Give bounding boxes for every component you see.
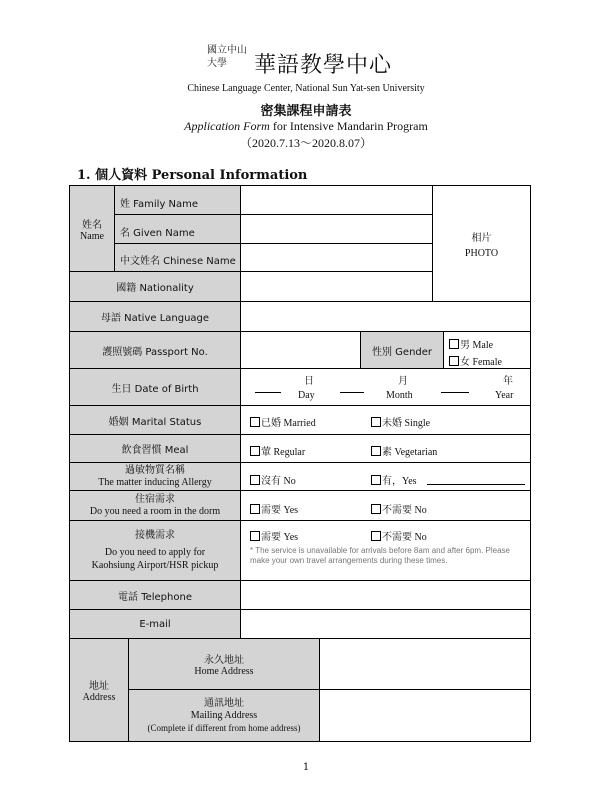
single-label: 未婚 Single: [382, 418, 431, 429]
dob-field[interactable]: [240, 368, 531, 406]
single-checkbox[interactable]: [371, 417, 381, 427]
photo-label-zh: 相片: [471, 232, 492, 244]
allergy-options: [240, 462, 531, 491]
female-checkbox[interactable]: [449, 356, 459, 366]
allergy-yes-option[interactable]: [371, 472, 417, 487]
mailing-address-label: [128, 689, 320, 742]
gender-label: 性別 Gender: [360, 331, 444, 369]
pickup-note: * The service is unavailable for arrivals before 8am and after 6pm. Please make your own travel arrangements during these times.: [250, 546, 510, 565]
telephone-field[interactable]: [240, 580, 531, 610]
chinese-name-label: 中文姓名 Chinese Name: [114, 243, 241, 272]
section-personal-info-title: 1. 個人資料 Personal Information: [77, 168, 308, 183]
home-address-label-en: Home Address: [194, 666, 254, 677]
university-seal-logo: 國立中山大學: [207, 45, 247, 69]
dorm-yes-label: 需要 Yes: [261, 505, 299, 516]
dob-label: 生日 Date of Birth: [69, 368, 241, 406]
allergy-yes-checkbox[interactable]: [371, 475, 381, 485]
gender-options: [443, 331, 531, 369]
pickup-label-zh: 接機需求: [135, 530, 175, 541]
vegetarian-checkbox[interactable]: [371, 446, 381, 456]
regular-checkbox[interactable]: [250, 446, 260, 456]
address-label-en: Address: [82, 692, 116, 703]
allergy-label-en: The matter inducing Allergy: [98, 476, 212, 488]
pickup-no-option[interactable]: [371, 528, 427, 543]
dob-year-blank: [441, 392, 469, 393]
vegetarian-meal-option[interactable]: [371, 443, 437, 458]
pickup-label-en-1: Do you need to apply for: [104, 547, 206, 558]
dob-day-zh: 日: [304, 376, 314, 387]
regular-meal-option[interactable]: [250, 443, 305, 458]
dorm-no-option[interactable]: [371, 501, 427, 516]
pickup-yes-checkbox[interactable]: [250, 531, 260, 541]
married-checkbox[interactable]: [250, 417, 260, 427]
allergy-detail-blank[interactable]: [427, 484, 525, 485]
given-name-label: 名 Given Name: [114, 214, 241, 244]
form-title-en-italic: Application Form: [184, 119, 270, 133]
vegetarian-label: 素 Vegetarian: [382, 447, 438, 458]
pickup-label-en-2: Kaohsiung Airport/HSR pickup: [91, 560, 219, 571]
dob-year-en: Year: [495, 390, 514, 401]
mailing-address-label-zh: 通訊地址: [204, 697, 244, 709]
address-label: [69, 638, 129, 742]
pickup-no-label: 不需要 No: [382, 532, 427, 543]
mailing-address-label-en: Mailing Address: [190, 709, 258, 721]
married-option[interactable]: [250, 414, 316, 429]
dob-month-en: Month: [386, 390, 413, 401]
home-address-field[interactable]: [319, 638, 531, 690]
mailing-address-field[interactable]: [319, 689, 531, 742]
married-label: 已婚 Married: [261, 418, 316, 429]
mailing-address-note: (Complete if different from home address): [147, 722, 301, 733]
nationality-label: 國籍 Nationality: [69, 271, 241, 302]
meal-options: [240, 434, 531, 463]
photo-box[interactable]: [432, 185, 531, 302]
pickup-no-checkbox[interactable]: [371, 531, 381, 541]
regular-label: 葷 Regular: [261, 447, 306, 458]
marital-options: [240, 405, 531, 435]
marital-label: 婚姻 Marital Status: [69, 405, 241, 435]
home-address-label: [128, 638, 320, 690]
dorm-label: [69, 490, 241, 521]
gender-male-option[interactable]: [449, 336, 493, 351]
male-label: 男 Male: [460, 340, 494, 351]
dob-month-blank: [340, 392, 364, 393]
given-name-field[interactable]: [240, 214, 433, 244]
pickup-label: [69, 520, 241, 581]
passport-field[interactable]: [240, 331, 361, 369]
dob-day-blank: [255, 392, 281, 393]
name-label: [69, 185, 115, 272]
dob-year-zh: 年: [503, 376, 513, 387]
photo-label-en: PHOTO: [464, 247, 499, 259]
male-checkbox[interactable]: [449, 339, 459, 349]
dorm-label-en: Do you need a room in the dorm: [89, 505, 221, 517]
dorm-no-checkbox[interactable]: [371, 504, 381, 514]
telephone-label: 電話 Telephone: [69, 580, 241, 610]
center-name-en: Chinese Language Center, National Sun Yat-sen University: [187, 83, 425, 94]
single-option[interactable]: [371, 414, 430, 429]
email-label: E-mail: [69, 609, 241, 639]
dob-day-en: Day: [298, 390, 315, 401]
dorm-no-label: 不需要 No: [382, 505, 427, 516]
allergy-no-option[interactable]: [250, 472, 296, 487]
dorm-label-zh: 住宿需求: [135, 493, 175, 505]
allergy-label-zh: 過敏物質名稱: [125, 464, 185, 476]
program-period: （2020.7.13～2020.8.07）: [239, 136, 372, 150]
allergy-yes-label: 有，Yes: [382, 476, 417, 487]
gender-female-option[interactable]: [449, 353, 502, 368]
form-title-en-rest: for Intensive Mandarin Program: [269, 119, 428, 133]
passport-label: 護照號碼 Passport No.: [69, 331, 241, 369]
allergy-no-label: 沒有 No: [261, 476, 296, 487]
address-label-zh: 地址: [89, 681, 109, 692]
family-name-label: 姓 Family Name: [114, 185, 241, 215]
nationality-field[interactable]: [240, 271, 433, 302]
allergy-label: [69, 462, 241, 491]
meal-label: 飲食習慣 Meal: [69, 434, 241, 463]
dorm-options: [240, 490, 531, 521]
chinese-name-field[interactable]: [240, 243, 433, 272]
native-language-label: 母語 Native Language: [69, 301, 241, 332]
home-address-label-zh: 永久地址: [204, 655, 244, 666]
dorm-yes-checkbox[interactable]: [250, 504, 260, 514]
pickup-options: [240, 520, 531, 581]
female-label: 女 Female: [460, 357, 502, 368]
form-title-en: [0, 119, 612, 134]
native-language-field[interactable]: [240, 301, 531, 332]
center-name-zh: 華語教學中心: [254, 53, 393, 78]
pickup-yes-option[interactable]: [250, 528, 298, 543]
page-number: 1: [302, 762, 310, 773]
form-title-zh: 密集課程申請表: [260, 104, 352, 119]
family-name-field[interactable]: [240, 185, 433, 215]
allergy-no-checkbox[interactable]: [250, 475, 260, 485]
name-label-en: Name: [80, 230, 104, 242]
email-field[interactable]: [240, 609, 531, 639]
dorm-yes-option[interactable]: [250, 501, 298, 516]
pickup-yes-label: 需要 Yes: [261, 532, 299, 543]
name-label-zh: 姓名: [82, 219, 102, 231]
dob-month-zh: 月: [398, 376, 408, 387]
